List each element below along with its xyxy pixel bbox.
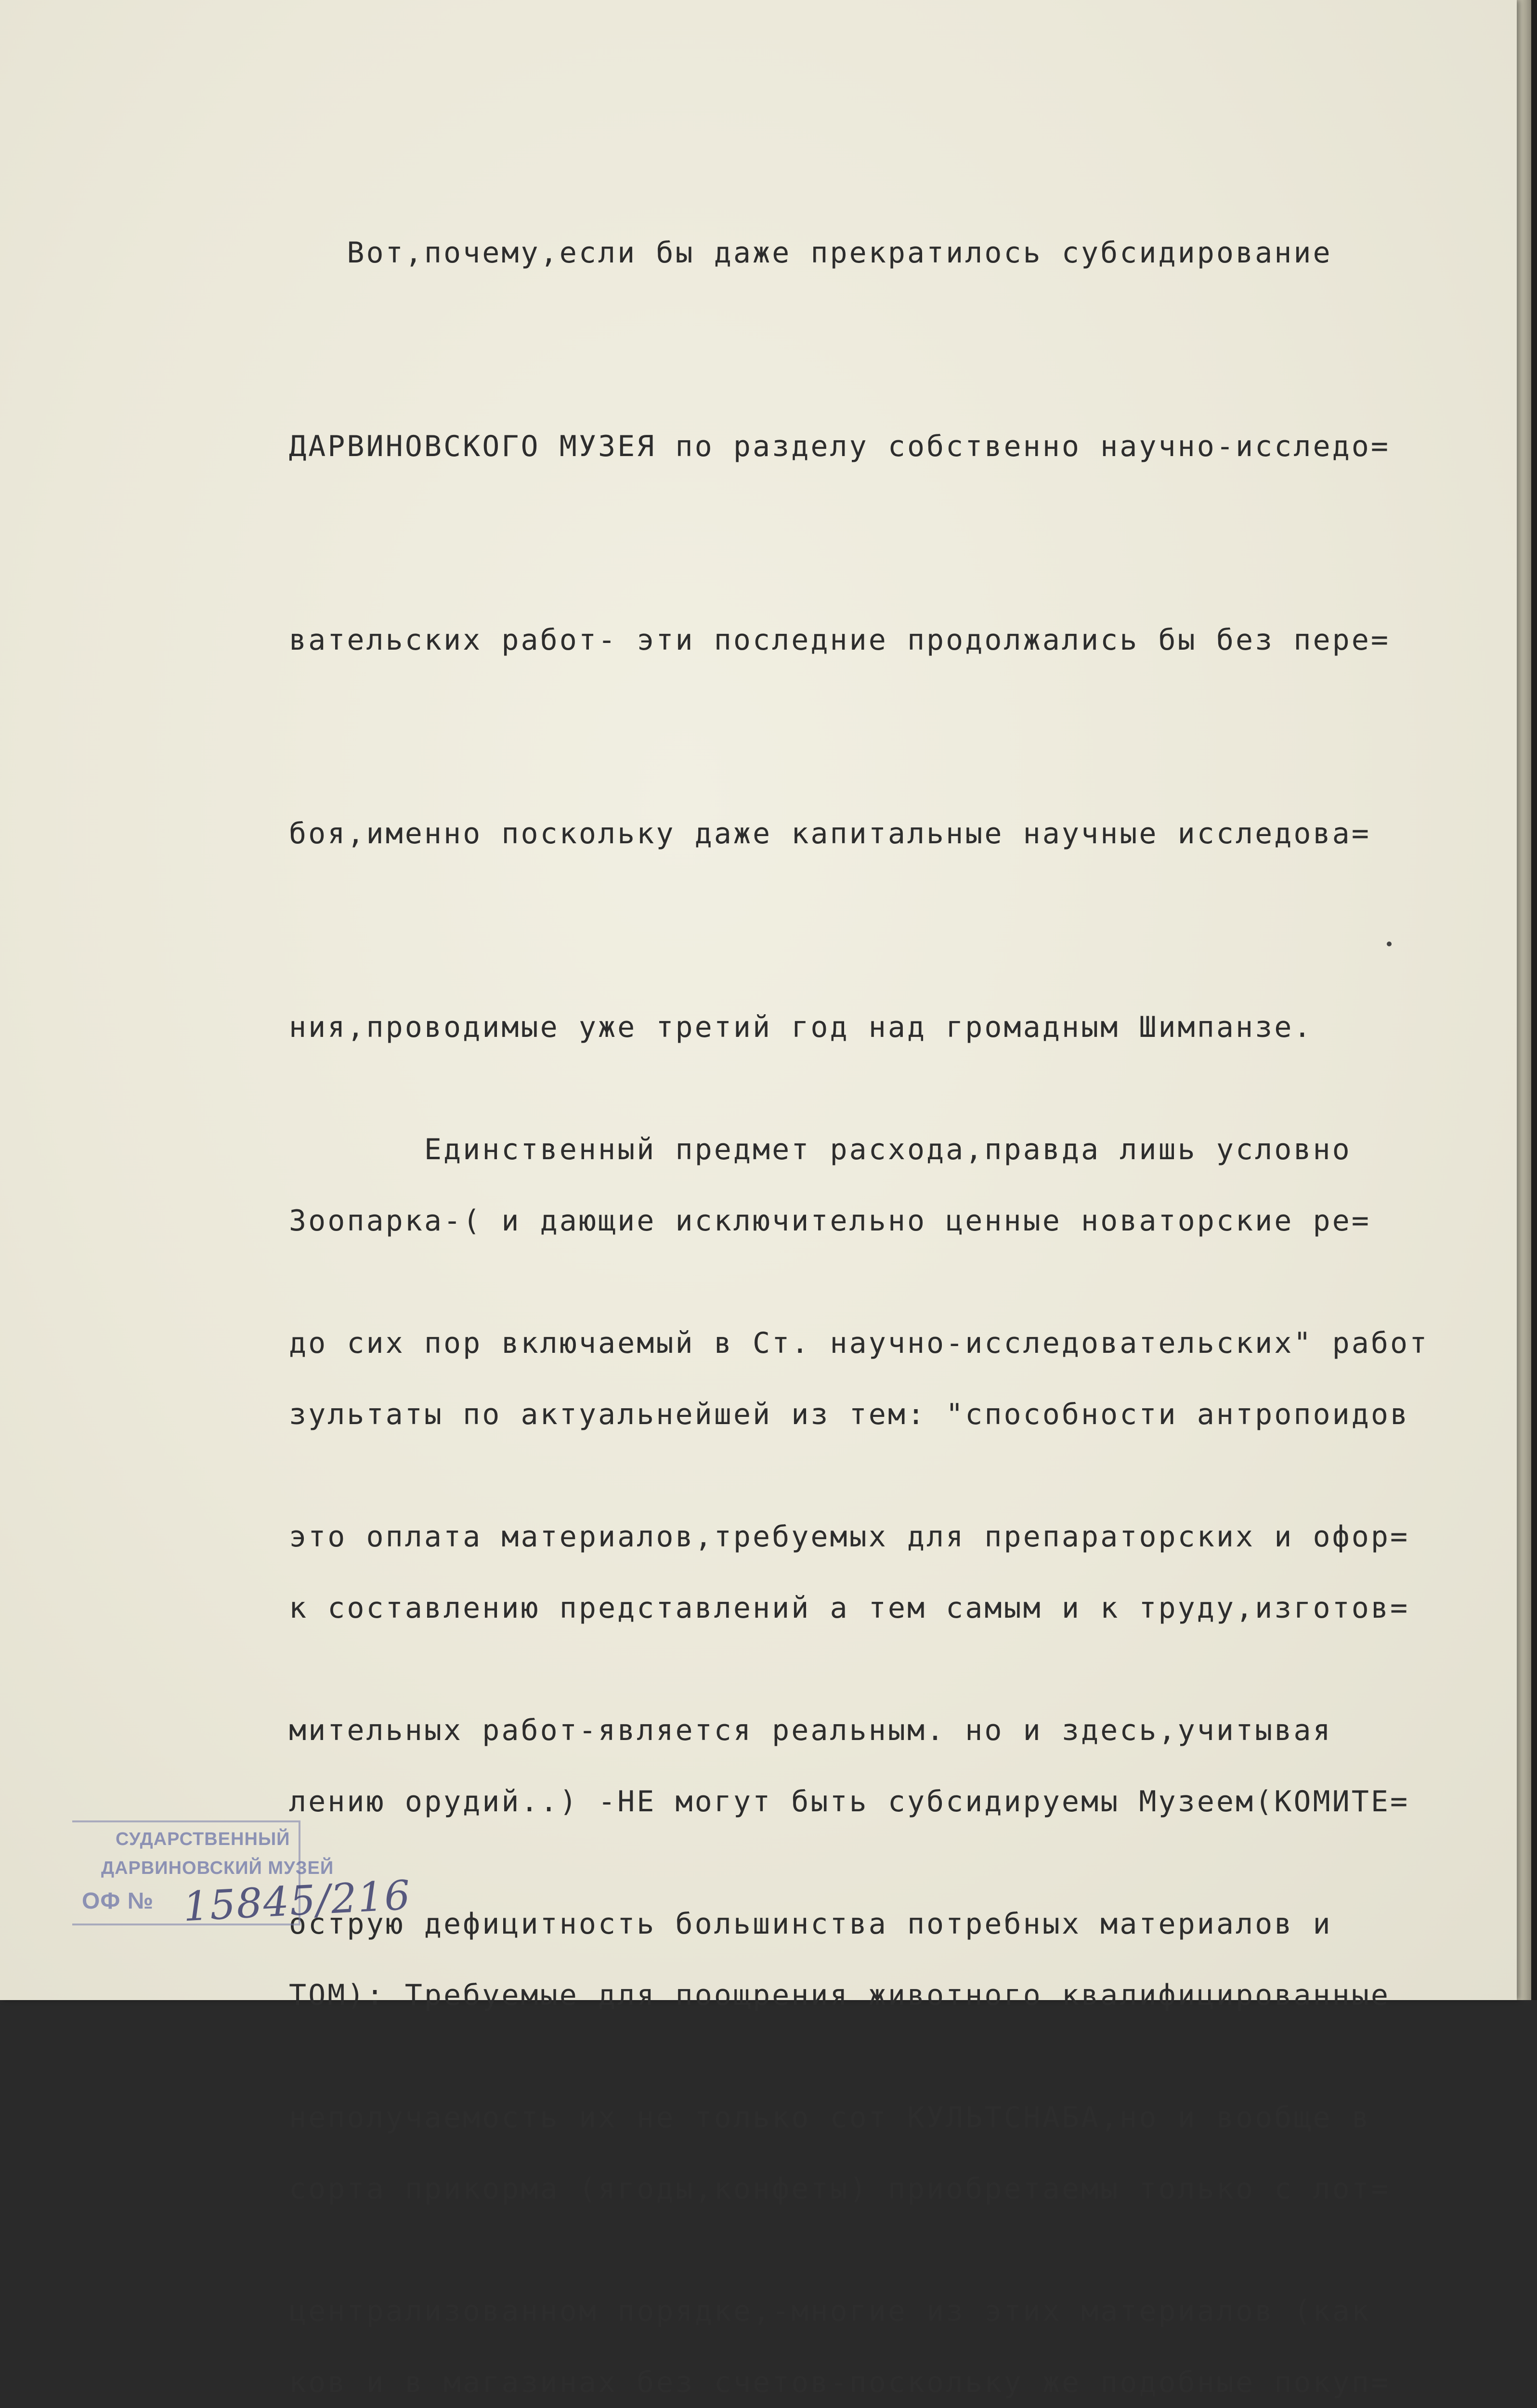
stamp-line-3: ОФ №: [82, 1888, 154, 1914]
ink-speck: [1387, 942, 1392, 946]
text-line: боя,именно поскольку даже капитальные научные исследова=: [289, 817, 1371, 851]
text-line: Зоопарка-( и дающие исключительно ценные новаторские ре=: [289, 1204, 1371, 1238]
stamp-line-1: СУДАРСТВЕННЫЙ: [116, 1829, 290, 1849]
text-line: ния,проводимые уже третий год над громадным Шимпанзе.: [289, 1010, 1313, 1044]
text-line: централизованном порядке,-многие из этих материалов (как: [289, 2294, 1371, 2328]
museum-stamp: [72, 1820, 413, 1931]
text-line: ков и в магазинах без счетов-поскольку же подобные покуп=: [289, 2366, 1391, 2399]
text-line: неполучаемость их не только сот КУЛЬТСНАБА,но и вообще в: [289, 2101, 1371, 2134]
text-line: острую дефицитность большинства потребных материалов и: [289, 1907, 1332, 1941]
text-line: до сих пор включаемый в Ст. научно-исследовательских" работ: [289, 1326, 1429, 1360]
text-line: вательских работ- эти последние продолжались бы без пере=: [289, 623, 1391, 657]
text-line: ДАРВИНОВСКОГО МУЗЕЯ по разделу собственно научно-исследо=: [289, 430, 1391, 463]
stamp-line-2: ДАРВИНОВСКИЙ МУЗЕЙ: [101, 1858, 334, 1878]
paragraph-2: [289, 988, 1502, 2408]
text-line: это оплата материалов,требуемых для препараторских и офор=: [289, 1520, 1410, 1554]
stamp-handwritten-number: 15845/216: [182, 1871, 413, 1931]
text-line: зультаты по актуальнейшей из тем: "способности антропоидов: [289, 1398, 1410, 1431]
text-line: лению орудий..) -НЕ могут быть субсидируемы Музеем(КОМИТЕ=: [289, 1785, 1410, 1819]
text-line: мительных работ-является реальным. но и здесь,учитывая: [289, 1714, 1332, 1747]
text-line: к составлению представлений а тем самым и к труду,изготов=: [289, 1591, 1410, 1625]
text-line: ТОМ): Требуемые для поощрения животного квалифицированные: [289, 1978, 1391, 2012]
text-line: сорта прикорма (ягоды,конфеты) приобретаемы только с лот=: [289, 2172, 1391, 2206]
text-line: Единственный предмет расхода,правда лишь условно: [289, 1133, 1352, 1166]
text-line: Вот,почему,если бы даже прекратилось субсидирование: [289, 236, 1332, 270]
